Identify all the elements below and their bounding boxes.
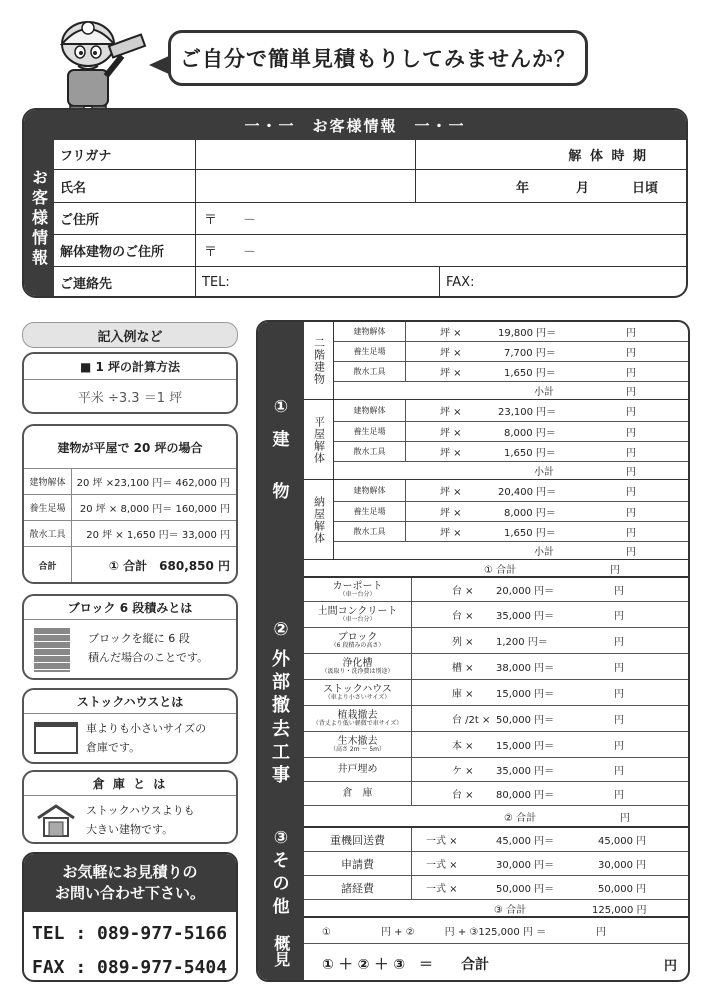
estimate-row[interactable]: 倉 庫 台 × 80,000 円＝ 円 (304, 782, 690, 806)
customer-info-side-label: お客様情報 (24, 140, 54, 298)
estimate-row[interactable]: 生木撤去 （高さ 2m 〜 5m） 本 × 15,000 円＝ 円 (304, 732, 690, 758)
subtotal-row: 小計 円 (334, 542, 690, 560)
grand-total-row[interactable]: ① ＋ ② ＋ ③ ＝ 合計 円 (322, 957, 678, 974)
warehouse-panel (22, 770, 238, 844)
block-panel (22, 594, 238, 680)
block-head: ブロック 6 段積みとは (24, 596, 236, 620)
contact-line2: お問い合わせ下さい。 (54, 884, 205, 902)
furigana-label: フリガナ (54, 140, 196, 169)
estimate-row[interactable]: 養生足場 坪 × 8,000 円＝ 円 (334, 502, 690, 522)
contact-box (22, 852, 238, 982)
total3-row: ③ 合計 125,000 円 (304, 900, 690, 918)
sub-two-story: 二階建物 (304, 322, 334, 400)
name-field[interactable] (196, 170, 416, 202)
subtotal-row: 小計 円 (334, 462, 690, 480)
stock-house-head: ストックハウスとは (24, 690, 236, 714)
demolition-address-field[interactable]: 〒 － (204, 245, 257, 260)
subtotal-row: 小計 円 (334, 382, 690, 400)
fax-field[interactable]: FAX: (446, 275, 475, 290)
total2-row: ② 合計 円 (304, 806, 690, 828)
address-field[interactable]: 〒 － (204, 213, 257, 228)
estimate-row[interactable]: ストックハウス （車より小さいサイズ） 庫 × 15,000 円＝ 円 (304, 680, 690, 706)
summary-line: ① 円 + ② 円 + ③125,000 円 ＝ 円 (304, 918, 690, 944)
block-wall-icon (34, 628, 70, 672)
headline-bubble (168, 30, 588, 86)
example-total-row: 合計 ① 合計 680,850 円 (24, 546, 236, 584)
estimate-row[interactable]: 植栽撤去 （背丈より低い軽微で車サイズ） 台 /2t × 50,000 円＝ 円 (304, 706, 690, 732)
example-case-panel (22, 424, 238, 584)
contact-fax: FAX : 089-977-5404 (32, 956, 228, 978)
estimate-row[interactable]: 諸経費 一式 × 50,000 円＝ 50,000 円 (304, 876, 690, 900)
name-label: 氏名 (54, 170, 196, 202)
estimate-row[interactable]: 重機回送費 一式 × 45,000 円＝ 45,000 円 (304, 828, 690, 852)
example-row: 散水工具 20 坪 × 1,650 円＝ 33,000 円 (24, 520, 236, 546)
estimate-row[interactable]: 散水工具 坪 × 1,650 円＝ 円 (334, 442, 690, 462)
demolition-date-field[interactable] (416, 170, 688, 202)
sub-single-story: 平屋解体 (304, 400, 334, 480)
block-text: ブロックを縦に 6 段 積んだ場合のことです。 (88, 632, 209, 664)
estimate-row[interactable]: 散水工具 坪 × 1,650 円＝ 円 (334, 522, 690, 542)
estimate-row[interactable]: 建物解体 坪 × 23,100 円＝ 円 (334, 400, 690, 422)
day-label: 日頃 (632, 180, 659, 196)
example-case-head: 建物が平屋で 20 坪の場合 (57, 440, 203, 455)
contact-tel[interactable]: TEL : 089-977-5166 (32, 922, 228, 944)
customer-info-box (22, 108, 688, 298)
examples-pill: 記入例など (22, 322, 238, 348)
demolition-period-title: 解 体 時 期 (568, 149, 648, 164)
stock-house-text: 車よりも小さいサイズの 倉庫です。 (86, 722, 207, 754)
customer-info-grid (54, 140, 688, 298)
warehouse-icon (36, 802, 76, 838)
estimate-row[interactable]: 建物解体 坪 × 19,800 円＝ 円 (334, 322, 690, 342)
stock-house-icon (34, 722, 78, 754)
section-other: ③ そ の 他 (258, 828, 304, 918)
section-exterior: ② 外 部 撤 去 工 事 (258, 578, 304, 828)
customer-info-header: 一・一 お客様情報 一・一 (24, 110, 686, 140)
estimate-row[interactable]: 建物解体 坪 × 20,400 円＝ 円 (334, 480, 690, 502)
headline: ご自分で簡単見積もりしてみませんか？ (180, 47, 576, 71)
estimate-row[interactable]: カーポート （車一台分） 台 × 20,000 円＝ 円 (304, 578, 690, 602)
estimate-row[interactable]: 養生足場 坪 × 8,000 円＝ 円 (334, 422, 690, 442)
estimate-row[interactable]: 養生足場 坪 × 7,700 円＝ 円 (334, 342, 690, 362)
demolition-address-label: 解体建物のご住所 (54, 235, 196, 266)
warehouse-head: 倉 庫 と は (24, 772, 236, 796)
furigana-field[interactable] (196, 140, 416, 169)
tel-field[interactable]: TEL: (196, 267, 440, 298)
estimate-row[interactable]: 浄化槽 （汲取り・洗浄費は別途） 槽 × 38,000 円＝ 円 (304, 654, 690, 680)
contact-label: ご連絡先 (54, 267, 196, 298)
sub-shed: 納屋解体 (304, 480, 334, 560)
estimate-row[interactable]: 井戸埋め ケ × 35,000 円＝ 円 (304, 758, 690, 782)
year-label: 年 (516, 180, 530, 196)
estimate-row[interactable]: 散水工具 坪 × 1,650 円＝ 円 (334, 362, 690, 382)
estimate-row[interactable]: ブロック （6 段積みの高さ） 列 × 1,200 円＝ 円 (304, 628, 690, 654)
tsubo-calc-head: ■ 1 坪の計算方法 (24, 354, 236, 380)
address-label: ご住所 (54, 203, 196, 234)
estimate-row[interactable]: 土間コンクリート （車一台分） 台 × 35,000 円＝ 円 (304, 602, 690, 628)
estimate-table (256, 320, 690, 982)
tsubo-calc-formula: 平米 ÷3.3 ＝1 坪 (77, 390, 183, 406)
contact-head (24, 854, 236, 912)
contact-line1: お気軽にお見積りの (62, 863, 198, 881)
section-building: ① 建 物 (258, 322, 304, 578)
warehouse-text: ストックハウスよりも 大きい建物です。 (86, 804, 195, 836)
section-summary: 概見 (258, 918, 304, 982)
total1-row: ① 合計 円 (304, 560, 690, 578)
tsubo-calc-panel (22, 352, 238, 414)
estimate-row[interactable]: 申請費 一式 × 30,000 円＝ 30,000 円 (304, 852, 690, 876)
example-row: 養生足場 20 坪 × 8,000 円＝ 160,000 円 (24, 494, 236, 520)
example-row: 建物解体 20 坪 ×23,100 円＝ 462,000 円 (24, 468, 236, 494)
stock-house-panel (22, 688, 238, 764)
month-label: 月 (576, 180, 590, 196)
